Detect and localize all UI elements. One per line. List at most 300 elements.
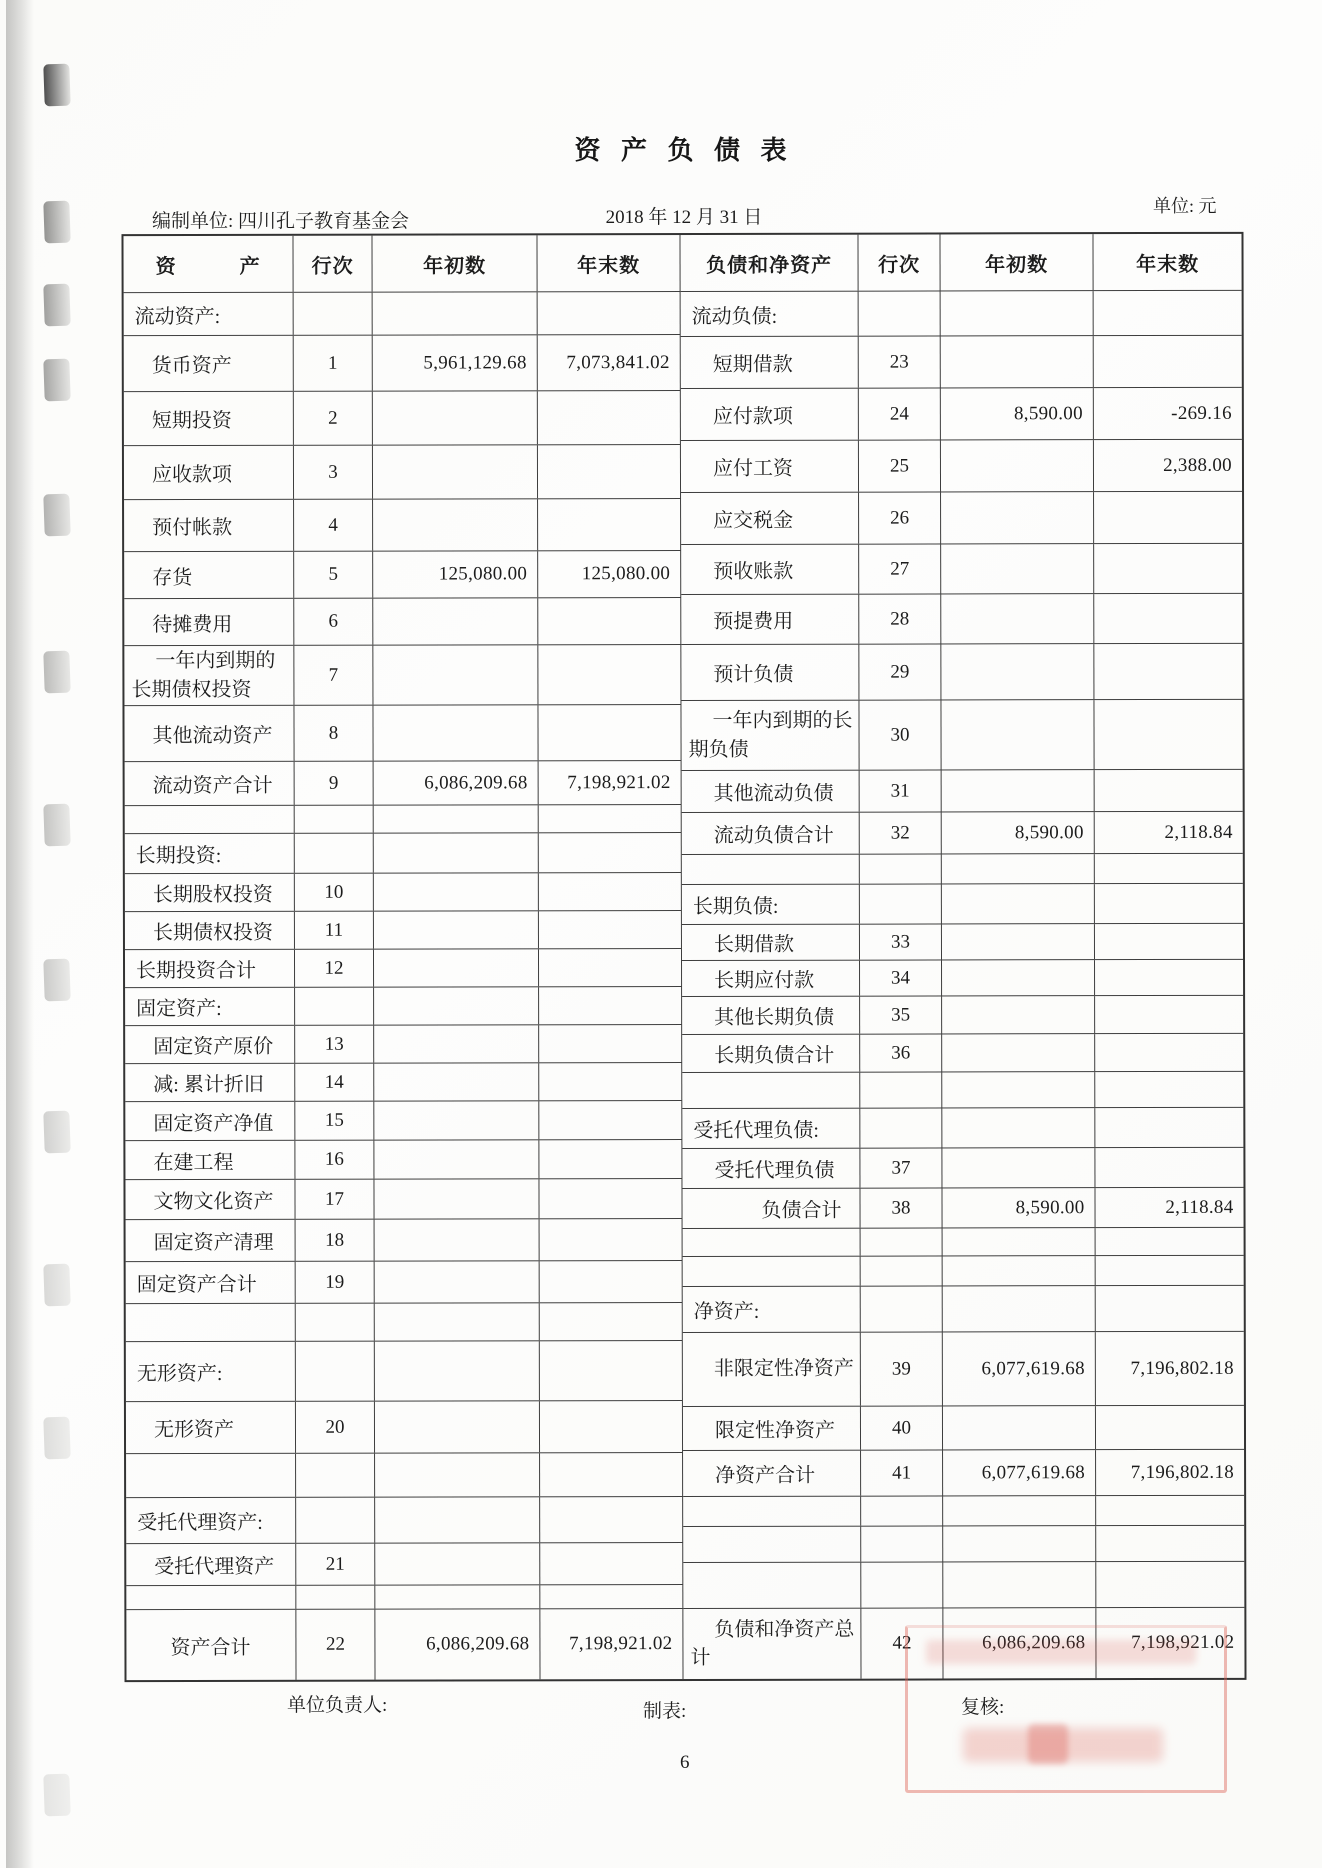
line-number xyxy=(860,1108,942,1147)
liability-label: 预收账款 xyxy=(681,545,859,594)
asset-row-line-19 xyxy=(126,1261,683,1304)
assets-half xyxy=(123,235,683,1680)
line-number: 23 xyxy=(859,336,941,387)
line-number xyxy=(295,834,374,873)
preparer-label: 制表: xyxy=(643,1701,687,1722)
liability-row-empty-28 xyxy=(683,1526,1244,1563)
line-number: 33 xyxy=(860,924,942,959)
liability-label: 净资产: xyxy=(683,1287,861,1332)
line-number: 22 xyxy=(296,1610,375,1680)
end-of-year-value xyxy=(539,949,682,986)
end-of-year-value xyxy=(1095,996,1243,1033)
end-of-year-header: 年末数 xyxy=(537,235,680,291)
begin-of-year-value xyxy=(942,854,1095,883)
liabilities-header-row xyxy=(680,234,1241,292)
binder-mark xyxy=(43,1111,70,1154)
binder-mark xyxy=(43,494,70,537)
liability-label xyxy=(683,1563,861,1608)
begin-of-year-value xyxy=(942,924,1095,959)
liability-row-line-38 xyxy=(682,1188,1243,1229)
line-number: 40 xyxy=(861,1406,943,1449)
asset-row-line-11 xyxy=(125,911,682,950)
asset-label: 在建工程 xyxy=(125,1141,295,1179)
liability-row-section-18 xyxy=(682,1108,1243,1149)
liability-label: 其他流动负债 xyxy=(682,771,860,812)
liability-row-line-32 xyxy=(682,812,1243,855)
liability-row-line-37 xyxy=(682,1148,1243,1189)
line-number xyxy=(296,1304,375,1341)
begin-of-year-value xyxy=(374,873,539,910)
asset-row-line-12 xyxy=(125,949,682,988)
liability-label xyxy=(683,1229,861,1256)
asset-row-line-8 xyxy=(124,705,681,762)
line-number: 1 xyxy=(294,336,373,391)
prepared-by-label: 编制单位: xyxy=(152,211,234,232)
liability-label: 非限定性净资产 xyxy=(683,1333,861,1406)
asset-label: 无形资产: xyxy=(126,1342,296,1401)
line-number xyxy=(861,1526,943,1561)
line-number: 12 xyxy=(295,950,374,987)
line-number: 37 xyxy=(860,1148,942,1187)
liability-label: 长期借款 xyxy=(682,925,860,960)
asset-row-line-4 xyxy=(124,499,681,552)
liability-label: 长期应付款 xyxy=(682,961,860,996)
liability-label: 应付款项 xyxy=(681,389,859,440)
line-number: 13 xyxy=(295,1026,374,1063)
unit-label: 单位: xyxy=(1153,196,1195,216)
binder-mark xyxy=(43,1264,70,1307)
begin-of-year-value xyxy=(375,1543,540,1584)
line-number xyxy=(861,1496,943,1525)
assets-header: 资 产 xyxy=(123,236,293,292)
asset-label: 减: 累计折旧 xyxy=(125,1064,295,1101)
end-of-year-value xyxy=(1095,1148,1243,1187)
asset-row-section-11 xyxy=(125,833,682,874)
line-number xyxy=(296,1586,375,1609)
begin-of-year-value xyxy=(374,1179,539,1218)
line-number: 34 xyxy=(860,960,942,995)
end-of-year-value xyxy=(538,705,681,760)
liability-label: 短期借款 xyxy=(681,337,859,388)
line-number: 7 xyxy=(294,646,373,705)
asset-label: 长期股权投资 xyxy=(125,874,295,911)
begin-of-year-value xyxy=(373,445,538,498)
asset-row-line-17 xyxy=(125,1179,682,1220)
line-number: 35 xyxy=(860,996,942,1033)
asset-label xyxy=(126,1586,296,1609)
liability-label: 限定性净资产 xyxy=(683,1407,861,1450)
begin-of-year-header: 年初数 xyxy=(372,235,537,291)
begin-of-year-value xyxy=(375,1453,540,1496)
end-of-year-value: 2,118.84 xyxy=(1164,821,1233,843)
liability-row-line-26 xyxy=(681,492,1242,545)
begin-of-year-value: 6,077,619.68 xyxy=(943,1332,1096,1405)
end-of-year-value xyxy=(1096,1286,1244,1331)
begin-of-year-value xyxy=(374,1025,539,1062)
asset-label: 长期投资合计 xyxy=(125,950,295,987)
begin-of-year-value: 6,077,619.68 xyxy=(943,1450,1096,1495)
asset-label: 固定资产净值 xyxy=(125,1102,295,1140)
end-of-year-value xyxy=(539,833,682,872)
stamp-text-smudge xyxy=(926,1640,1196,1664)
begin-of-year-value xyxy=(942,884,1095,923)
binder-mark xyxy=(43,201,70,244)
asset-label: 短期投资 xyxy=(124,392,294,445)
begin-of-year-header: 年初数 xyxy=(940,234,1093,290)
begin-of-year-value: 6,086,209.68 xyxy=(943,1608,1096,1678)
asset-row-section-27 xyxy=(126,1497,683,1544)
asset-label: 存货 xyxy=(124,552,294,598)
liability-row-line-33 xyxy=(682,924,1243,961)
line-number xyxy=(860,884,942,923)
begin-of-year-value xyxy=(373,598,538,644)
end-of-year-value xyxy=(1096,1256,1244,1285)
line-number: 42 xyxy=(861,1608,943,1678)
assets-header-row xyxy=(123,235,680,293)
line-number: 32 xyxy=(860,812,942,853)
line-number xyxy=(861,1228,943,1255)
asset-row-empty-10 xyxy=(125,805,682,834)
liability-label: 应付工资 xyxy=(681,441,859,492)
line-number xyxy=(295,806,374,833)
line-number: 20 xyxy=(296,1402,375,1453)
end-of-year-value: 7,196,802.18 xyxy=(1130,1461,1235,1483)
line-number: 6 xyxy=(294,599,373,645)
line-number: 3 xyxy=(294,446,373,499)
begin-of-year-value xyxy=(943,1526,1096,1561)
liability-label: 净资产合计 xyxy=(683,1451,861,1496)
liability-row-line-29 xyxy=(681,644,1242,701)
end-of-year-value xyxy=(540,1303,683,1340)
asset-label: 一年内到期的长期债权投资 xyxy=(124,646,294,705)
line-number: 15 xyxy=(295,1102,374,1140)
binder-mark xyxy=(43,359,70,402)
scan-edge-shadow xyxy=(6,0,34,1868)
asset-label: 资产合计 xyxy=(126,1610,296,1680)
asset-row-line-20 xyxy=(126,1401,683,1454)
line-number: 2 xyxy=(294,392,373,445)
line-number xyxy=(296,1498,375,1543)
end-of-year-value xyxy=(1096,1228,1244,1255)
begin-of-year-value xyxy=(375,1497,540,1542)
begin-of-year-value xyxy=(374,1063,539,1100)
liability-label: 预计负债 xyxy=(681,645,859,700)
begin-of-year-value xyxy=(942,1034,1095,1071)
end-of-year-value xyxy=(1094,291,1242,335)
begin-of-year-value xyxy=(941,700,1094,769)
begin-of-year-value xyxy=(942,770,1095,811)
asset-row-section-15 xyxy=(125,987,682,1026)
line-number: 10 xyxy=(295,874,374,911)
line-number: 19 xyxy=(296,1262,375,1303)
liability-label: 长期负债: xyxy=(682,885,860,924)
end-of-year-value xyxy=(1094,336,1242,387)
currency-unit xyxy=(1153,192,1217,218)
begin-of-year-value xyxy=(943,1256,1096,1285)
line-number: 18 xyxy=(296,1220,375,1261)
end-of-year-value xyxy=(1096,1526,1244,1561)
line-number: 41 xyxy=(861,1450,943,1495)
asset-label xyxy=(126,1304,296,1341)
end-of-year-value: -269.16 xyxy=(1171,402,1232,424)
line-number xyxy=(295,988,374,1025)
unit-value: 元 xyxy=(1198,196,1217,216)
begin-of-year-value xyxy=(943,1228,1096,1255)
stamp-text-smudge xyxy=(1028,1724,1068,1764)
line-number xyxy=(294,293,373,335)
end-of-year-value xyxy=(538,292,681,334)
asset-label: 长期投资: xyxy=(125,834,295,873)
begin-of-year-value xyxy=(374,1101,539,1139)
begin-of-year-value xyxy=(941,336,1094,387)
line-number: 29 xyxy=(859,644,941,699)
asset-label xyxy=(126,1454,296,1497)
end-of-year-value xyxy=(539,1063,682,1100)
begin-of-year-value: 125,080.00 xyxy=(373,551,538,597)
liability-row-line-25 xyxy=(681,440,1242,493)
begin-of-year-value xyxy=(375,1341,540,1400)
begin-of-year-value xyxy=(374,987,539,1024)
end-of-year-value: 2,118.84 xyxy=(1165,1196,1234,1218)
line-number: 28 xyxy=(859,594,941,643)
begin-of-year-value xyxy=(374,1140,539,1178)
line-number: 27 xyxy=(859,544,941,593)
end-of-year-value: 125,080.00 xyxy=(538,551,681,597)
asset-label: 固定资产: xyxy=(125,988,295,1025)
asset-label: 流动资产合计 xyxy=(125,762,295,805)
end-of-year-value xyxy=(1094,644,1242,699)
binder-mark xyxy=(43,651,70,694)
end-of-year-value xyxy=(539,873,682,910)
asset-row-line-3 xyxy=(124,445,681,500)
red-seal-stamp xyxy=(905,1625,1227,1793)
begin-of-year-value xyxy=(943,1496,1096,1525)
line-number: 14 xyxy=(295,1064,374,1101)
liability-label xyxy=(682,855,860,884)
asset-row-line-9 xyxy=(125,761,682,806)
end-of-year-value xyxy=(540,1497,683,1542)
asset-row-line-1 xyxy=(124,335,681,392)
binder-mark xyxy=(43,284,70,327)
end-of-year-value xyxy=(1095,960,1243,995)
begin-of-year-value xyxy=(941,440,1094,491)
end-of-year-value xyxy=(1095,884,1243,923)
asset-label: 受托代理资产: xyxy=(126,1498,296,1543)
begin-of-year-value xyxy=(943,1406,1096,1449)
asset-row-empty-26 xyxy=(126,1453,683,1498)
line-number: 30 xyxy=(859,700,941,769)
liability-row-empty-21 xyxy=(683,1228,1244,1257)
asset-row-line-10 xyxy=(125,873,682,912)
line-number: 5 xyxy=(294,552,373,598)
begin-of-year-value xyxy=(943,1562,1096,1607)
end-of-year-value xyxy=(1096,1406,1244,1449)
asset-label: 长期债权投资 xyxy=(125,912,295,949)
line-no-header: 行次 xyxy=(858,234,940,290)
asset-label: 货币资产 xyxy=(124,336,294,391)
begin-of-year-value xyxy=(942,1108,1095,1147)
end-of-year-value xyxy=(539,1025,682,1062)
line-number: 31 xyxy=(860,770,942,811)
liabilities-half xyxy=(680,234,1244,1679)
begin-of-year-value xyxy=(373,292,538,334)
end-of-year-value xyxy=(539,911,682,948)
asset-row-line-2 xyxy=(124,391,681,446)
begin-of-year-value xyxy=(942,1072,1095,1107)
liability-label xyxy=(683,1257,861,1286)
liability-label: 受托代理负债 xyxy=(682,1149,860,1188)
liability-label: 长期负债合计 xyxy=(682,1035,860,1072)
liability-label: 受托代理负债: xyxy=(682,1109,860,1148)
line-number: 9 xyxy=(295,762,374,805)
begin-of-year-value xyxy=(941,544,1094,593)
liability-row-empty-11 xyxy=(682,854,1243,885)
asset-label: 待摊费用 xyxy=(124,599,294,645)
end-of-year-value xyxy=(539,805,682,832)
asset-row-line-22 xyxy=(126,1609,683,1680)
line-number: 39 xyxy=(861,1332,943,1405)
begin-of-year-value xyxy=(374,833,539,872)
end-of-year-value xyxy=(539,1101,682,1139)
balance-sheet-table xyxy=(121,232,1246,1682)
end-of-year-value xyxy=(1095,770,1243,811)
liability-row-line-34 xyxy=(682,960,1243,997)
page-title: 资 产 负 债 表 xyxy=(574,136,794,165)
end-of-year-value xyxy=(540,1585,683,1608)
asset-row-empty-29 xyxy=(126,1585,683,1610)
end-of-year-value xyxy=(538,445,681,498)
begin-of-year-value: 6,086,209.68 xyxy=(375,1609,540,1679)
begin-of-year-value xyxy=(375,1219,540,1260)
end-of-year-header: 年末数 xyxy=(1136,253,1200,276)
end-of-year-value xyxy=(1095,854,1243,883)
liability-label xyxy=(683,1497,861,1526)
end-of-year-value xyxy=(1095,1034,1243,1071)
asset-label: 文物文化资产 xyxy=(125,1180,295,1219)
reviewer-label: 复核: xyxy=(961,1697,1005,1718)
end-of-year-value xyxy=(1094,700,1242,769)
end-of-year-value xyxy=(1095,1072,1243,1107)
liability-label: 预提费用 xyxy=(681,595,859,644)
begin-of-year-value xyxy=(375,1303,540,1340)
end-of-year-value xyxy=(1096,1562,1244,1607)
page-number: 6 xyxy=(680,1752,690,1773)
asset-row-line-21 xyxy=(126,1543,683,1586)
liability-label xyxy=(683,1527,861,1562)
line-number: 26 xyxy=(859,492,941,543)
end-of-year-value: 7,198,921.02 xyxy=(540,1609,683,1679)
end-of-year-value xyxy=(540,1401,683,1452)
liability-row-line-41 xyxy=(683,1450,1244,1497)
end-of-year-value xyxy=(539,1179,682,1218)
begin-of-year-value xyxy=(942,996,1095,1033)
begin-of-year-value xyxy=(943,1286,1096,1331)
liability-row-line-31 xyxy=(682,770,1243,813)
begin-of-year-value: 6,086,209.68 xyxy=(374,761,539,804)
begin-of-year-value xyxy=(373,499,538,550)
line-number xyxy=(861,1286,943,1331)
liability-label: 负债和净资产总计 xyxy=(683,1609,861,1679)
end-of-year-value: 7,073,841.02 xyxy=(538,335,681,390)
end-of-year-value: 7,196,802.18 xyxy=(1130,1357,1234,1379)
asset-label: 应收款项 xyxy=(124,446,294,499)
begin-of-year-value: 8,590.00 xyxy=(942,812,1095,853)
liability-row-section-23 xyxy=(683,1286,1244,1333)
end-of-year-value xyxy=(539,1140,682,1178)
asset-label: 固定资产原价 xyxy=(125,1026,295,1063)
end-of-year-value: 2,388.00 xyxy=(1163,454,1232,476)
liability-row-line-24 xyxy=(681,388,1242,441)
liability-label: 负债合计 xyxy=(682,1189,860,1228)
begin-of-year-value xyxy=(941,291,1094,335)
liability-label xyxy=(682,1073,860,1108)
asset-row-line-6 xyxy=(124,598,681,646)
end-of-year-value xyxy=(540,1453,683,1496)
end-of-year-value xyxy=(1096,1496,1244,1525)
liability-row-line-35 xyxy=(682,996,1243,1035)
end-of-year-value xyxy=(1095,1108,1243,1147)
asset-row-section-24 xyxy=(126,1341,683,1402)
asset-row-empty-23 xyxy=(126,1303,683,1342)
begin-of-year-value xyxy=(942,1148,1095,1187)
liability-row-empty-27 xyxy=(683,1496,1244,1527)
begin-of-year-value xyxy=(941,644,1094,699)
asset-label: 固定资产清理 xyxy=(126,1220,296,1261)
begin-of-year-value: 5,961,129.68 xyxy=(373,335,538,390)
line-number: 8 xyxy=(294,706,373,761)
end-of-year-value xyxy=(538,499,681,550)
end-of-year-value xyxy=(538,598,681,644)
asset-label: 受托代理资产 xyxy=(126,1544,296,1585)
end-of-year-value xyxy=(1094,492,1242,543)
binder-mark xyxy=(43,1774,70,1817)
line-number xyxy=(861,1256,943,1285)
end-of-year-value xyxy=(538,391,681,444)
asset-row-line-7 xyxy=(124,645,681,706)
liability-label: 应交税金 xyxy=(681,493,859,544)
begin-of-year-value xyxy=(375,1401,540,1452)
line-number: 4 xyxy=(294,500,373,551)
liability-row-empty-17 xyxy=(682,1072,1243,1109)
liability-label: 流动负债合计 xyxy=(682,813,860,854)
end-of-year-value xyxy=(538,645,681,704)
line-number: 21 xyxy=(296,1544,375,1585)
asset-label: 固定资产合计 xyxy=(126,1262,296,1303)
asset-row-line-18 xyxy=(126,1219,683,1262)
liability-row-line-36 xyxy=(682,1034,1243,1073)
end-of-year-value xyxy=(539,987,682,1024)
begin-of-year-value xyxy=(941,492,1094,543)
begin-of-year-value xyxy=(941,594,1094,643)
liability-row-section-0 xyxy=(681,291,1242,337)
liability-label: 流动负债: xyxy=(681,292,859,336)
line-number xyxy=(861,1562,943,1607)
begin-of-year-value xyxy=(374,805,539,832)
begin-of-year-value xyxy=(374,949,539,986)
asset-label: 预付帐款 xyxy=(124,500,294,551)
begin-of-year-value: 8,590.00 xyxy=(942,1188,1095,1227)
asset-row-line-14 xyxy=(125,1063,682,1102)
end-of-year-value xyxy=(540,1219,683,1260)
line-number xyxy=(296,1454,375,1497)
asset-row-section-0 xyxy=(124,292,681,336)
line-number xyxy=(860,1072,942,1107)
end-of-year-value xyxy=(1094,594,1242,643)
liability-label: 一年内到期的长期负债 xyxy=(681,701,859,770)
end-of-year-value: 7,198,921.02 xyxy=(539,761,682,804)
asset-row-line-15 xyxy=(125,1101,682,1141)
begin-of-year-value xyxy=(375,1261,540,1302)
